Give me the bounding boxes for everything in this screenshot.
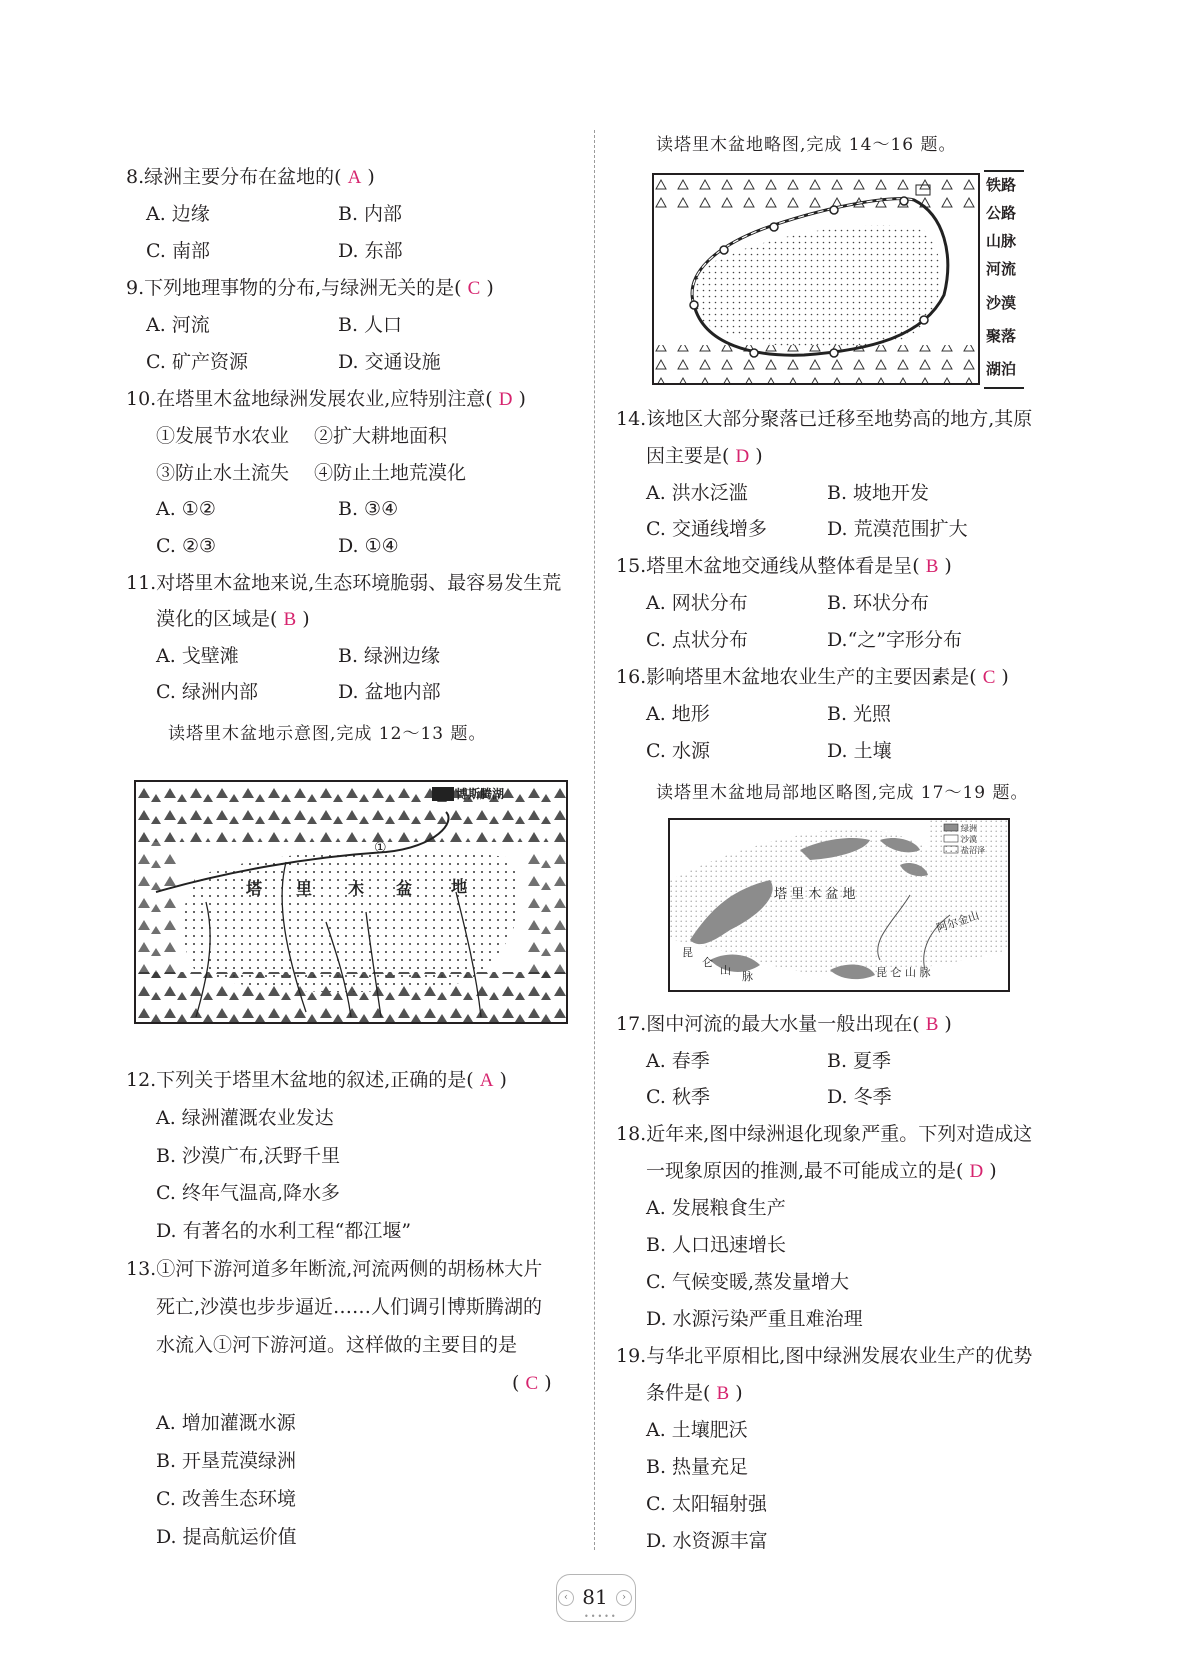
legend-settlement: 聚落 bbox=[986, 327, 1017, 345]
tarim-basin-map-graphic bbox=[136, 782, 566, 1022]
q17-option-d: D. 冬季 bbox=[827, 1086, 892, 1108]
q19-option-c: C. 太阳辐射强 bbox=[646, 1493, 767, 1515]
q8-option-a: A. 边缘 bbox=[146, 203, 210, 225]
q11-option-a: A. 戈壁滩 bbox=[156, 645, 239, 667]
map2-legend bbox=[984, 170, 1024, 389]
q15-option-d: D.“之”字形分布 bbox=[827, 629, 963, 651]
q11-close: ) bbox=[302, 608, 310, 630]
q13-stem-line1: 13.①河下游河道多年断流,河流两侧的胡杨林大片 bbox=[126, 1258, 543, 1280]
q17-option-a: A. 春季 bbox=[646, 1050, 710, 1072]
q10-statement-4: ④防止土地荒漠化 bbox=[314, 462, 467, 484]
map3-legend-salt-marsh: 盐沼泽 bbox=[961, 846, 985, 855]
q18-option-d: D. 水源污染严重且难治理 bbox=[646, 1308, 863, 1330]
q10-close: ) bbox=[518, 388, 526, 410]
q9-stem: 9.下列地理事物的分布,与绿洲无关的是( bbox=[126, 277, 462, 299]
q9-option-c: C. 矿产资源 bbox=[146, 351, 248, 373]
tarim-basin-map bbox=[134, 780, 568, 1024]
q9-option-a: A. 河流 bbox=[146, 314, 210, 336]
q14-option-a: A. 洪水泛滥 bbox=[646, 482, 748, 504]
question-16 bbox=[616, 665, 1009, 690]
q14-close: ) bbox=[755, 445, 763, 467]
q11-stem-line1: 11.对塔里木盆地来说,生态环境脆弱、最容易发生荒 bbox=[126, 572, 562, 594]
q18-answer: D bbox=[969, 1161, 984, 1182]
map3-altun-label: 阿尔金山 bbox=[934, 908, 981, 935]
map3-kunlun-char-1: 昆 bbox=[682, 946, 693, 959]
q16-close: ) bbox=[1001, 666, 1009, 688]
map1-basin-char-3: 木 bbox=[348, 879, 365, 898]
legend-lake: 湖泊 bbox=[986, 360, 1017, 378]
page-number: 81 bbox=[582, 1585, 608, 1609]
q11-option-d: D. 盆地内部 bbox=[338, 681, 441, 703]
legend-river: 河流 bbox=[986, 260, 1017, 278]
q17-option-c: C. 秋季 bbox=[646, 1086, 710, 1108]
q18-stem-line1: 18.近年来,图中绿洲退化现象严重。下列对造成这 bbox=[616, 1123, 1033, 1145]
q13-option-a: A. 增加灌溉水源 bbox=[156, 1412, 296, 1434]
chevron-left-icon: ‹ bbox=[558, 1590, 574, 1606]
question-15 bbox=[616, 554, 952, 579]
q19-stem-line2: 条件是( bbox=[646, 1382, 711, 1404]
q12-option-c: C. 终年气温高,降水多 bbox=[156, 1182, 340, 1204]
question-18 bbox=[646, 1159, 997, 1184]
q16-stem: 16.影响塔里木盆地农业生产的主要因素是( bbox=[616, 666, 977, 688]
question-14 bbox=[646, 444, 763, 469]
q18-option-a: A. 发展粮食生产 bbox=[646, 1197, 786, 1219]
q12-option-d: D. 有著名的水利工程“都江堰” bbox=[156, 1220, 412, 1242]
q9-option-b: B. 人口 bbox=[338, 314, 403, 336]
map1-basin-char-5: 地 bbox=[451, 877, 468, 896]
tarim-oasis-map bbox=[668, 818, 1010, 992]
q18-close: ) bbox=[989, 1160, 997, 1182]
map1-lake-label: 博斯腾湖 bbox=[456, 787, 505, 801]
question-9 bbox=[126, 276, 494, 301]
q10-option-a: A. ①② bbox=[156, 498, 216, 520]
q15-stem: 15.塔里木盆地交通线从整体看是呈( bbox=[616, 555, 920, 577]
map1-basin-char-4: 盆 bbox=[396, 879, 413, 898]
q13-stem-line2: 死亡,沙漠也步步逼近……人们调引博斯腾湖的 bbox=[156, 1296, 543, 1318]
q18-option-b: B. 人口迅速增长 bbox=[646, 1234, 787, 1256]
chevron-right-icon: › bbox=[616, 1590, 632, 1606]
q14-option-d: D. 荒漠范围扩大 bbox=[827, 518, 968, 540]
q11-option-b: B. 绿洲边缘 bbox=[338, 645, 441, 667]
question-11 bbox=[156, 607, 310, 632]
map3-legend-desert: 沙漠 bbox=[961, 835, 977, 844]
tarim-transport-map bbox=[652, 173, 980, 385]
q11-option-c: C. 绿洲内部 bbox=[156, 681, 258, 703]
q10-stem: 10.在塔里木盆地绿洲发展农业,应特别注意( bbox=[126, 388, 493, 410]
q8-stem: 8.绿洲主要分布在盆地的( bbox=[126, 166, 342, 188]
q11-answer: B bbox=[283, 609, 297, 630]
map1-basin-char-1: 塔 bbox=[246, 879, 263, 898]
q16-answer: C bbox=[982, 667, 996, 688]
q10-statement-2: ②扩大耕地面积 bbox=[314, 425, 448, 447]
q17-option-b: B. 夏季 bbox=[827, 1050, 892, 1072]
q14-stem-line2: 因主要是( bbox=[646, 445, 730, 467]
q19-stem-line1: 19.与华北平原相比,图中绿洲发展农业生产的优势 bbox=[616, 1345, 1033, 1367]
q17-stem: 17.图中河流的最大水量一般出现在( bbox=[616, 1013, 920, 1035]
question-12 bbox=[126, 1068, 507, 1093]
q11-stem-line2: 漠化的区域是( bbox=[156, 608, 278, 630]
q18-stem-line2: 一现象原因的推测,最不可能成立的是( bbox=[646, 1160, 964, 1182]
tarim-transport-map-graphic bbox=[654, 175, 978, 383]
legend-desert: 沙漠 bbox=[986, 294, 1017, 312]
q13-option-d: D. 提高航运价值 bbox=[156, 1526, 297, 1548]
q13-stem-line3: 水流入①河下游河道。这样做的主要目的是 bbox=[156, 1334, 518, 1356]
q10-statement-3: ③防止水土流失 bbox=[156, 462, 290, 484]
q15-answer: B bbox=[925, 556, 939, 577]
q14-stem-line1: 14.该地区大部分聚落已迁移至地势高的地方,其原 bbox=[616, 408, 1033, 430]
q10-statement-1: ①发展节水农业 bbox=[156, 425, 290, 447]
q16-option-b: B. 光照 bbox=[827, 703, 892, 725]
question-17 bbox=[616, 1012, 952, 1037]
q17-close: ) bbox=[944, 1013, 952, 1035]
q10-option-c: C. ②③ bbox=[156, 535, 217, 557]
question-8 bbox=[126, 165, 375, 190]
caption-map-14-16: 读塔里木盆地略图,完成 14～16 题。 bbox=[656, 135, 957, 155]
caption-map-17-19: 读塔里木盆地局部地区略图,完成 17～19 题。 bbox=[656, 783, 1029, 803]
map1-river-mark: ① bbox=[374, 840, 387, 856]
q10-answer: D bbox=[498, 389, 513, 410]
q16-option-d: D. 土壤 bbox=[827, 740, 892, 762]
q10-option-d: D. ①④ bbox=[338, 535, 399, 557]
legend-railway: 铁路 bbox=[986, 176, 1017, 194]
q8-close: ) bbox=[367, 166, 375, 188]
q19-option-a: A. 土壤肥沃 bbox=[646, 1419, 748, 1441]
q8-option-d: D. 东部 bbox=[338, 240, 403, 262]
q15-option-a: A. 网状分布 bbox=[646, 592, 748, 614]
map3-basin-label: 塔 里 木 盆 地 bbox=[774, 887, 856, 902]
map3-legend-oasis: 绿洲 bbox=[961, 824, 977, 833]
caption-map-12-13: 读塔里木盆地示意图,完成 12～13 题。 bbox=[168, 724, 487, 744]
q13-open: ( bbox=[512, 1372, 520, 1394]
map3-kunlun-char-2: 仑 bbox=[702, 956, 713, 969]
q12-option-a: A. 绿洲灌溉农业发达 bbox=[156, 1107, 334, 1129]
q14-option-c: C. 交通线增多 bbox=[646, 518, 767, 540]
q12-option-b: B. 沙漠广布,沃野千里 bbox=[156, 1145, 341, 1167]
legend-road: 公路 bbox=[986, 204, 1017, 222]
q9-answer: C bbox=[467, 278, 481, 299]
tarim-oasis-map-graphic bbox=[670, 820, 1008, 990]
q12-answer: A bbox=[479, 1070, 494, 1091]
q9-option-d: D. 交通设施 bbox=[338, 351, 441, 373]
q16-option-c: C. 水源 bbox=[646, 740, 710, 762]
q12-stem: 12.下列关于塔里木盆地的叙述,正确的是( bbox=[126, 1069, 474, 1091]
q15-close: ) bbox=[944, 555, 952, 577]
map3-kunlun-char-3: 山 bbox=[720, 964, 731, 977]
q18-option-c: C. 气候变暖,蒸发量增大 bbox=[646, 1271, 849, 1293]
q9-close: ) bbox=[486, 277, 494, 299]
q13-option-b: B. 开垦荒漠绿洲 bbox=[156, 1450, 297, 1472]
q13-option-c: C. 改善生态环境 bbox=[156, 1488, 296, 1510]
q15-option-c: C. 点状分布 bbox=[646, 629, 748, 651]
q16-option-a: A. 地形 bbox=[646, 703, 710, 725]
q17-answer: B bbox=[925, 1014, 939, 1035]
q15-option-b: B. 环状分布 bbox=[827, 592, 930, 614]
q8-option-b: B. 内部 bbox=[338, 203, 403, 225]
q8-answer: A bbox=[347, 167, 362, 188]
q19-option-b: B. 热量充足 bbox=[646, 1456, 749, 1478]
column-divider bbox=[594, 130, 595, 1550]
q19-close: ) bbox=[735, 1382, 743, 1404]
question-19 bbox=[646, 1381, 743, 1406]
q19-option-d: D. 水资源丰富 bbox=[646, 1530, 768, 1552]
q14-option-b: B. 坡地开发 bbox=[827, 482, 930, 504]
q14-answer: D bbox=[735, 446, 750, 467]
q10-option-b: B. ③④ bbox=[338, 498, 399, 520]
question-10 bbox=[126, 387, 526, 412]
q13-answer: C bbox=[525, 1373, 539, 1394]
map1-basin-char-2: 里 bbox=[296, 879, 313, 898]
q12-close: ) bbox=[499, 1069, 507, 1091]
q13-answer-bracket bbox=[512, 1371, 552, 1396]
q13-close: ) bbox=[544, 1372, 552, 1394]
q19-answer: B bbox=[716, 1383, 730, 1404]
map3-kunlun-label: 昆 仑 山 脉 bbox=[876, 966, 931, 979]
q8-option-c: C. 南部 bbox=[146, 240, 210, 262]
map3-kunlun-char-4: 脉 bbox=[742, 970, 753, 983]
page-number-dots: ••••• bbox=[584, 1612, 618, 1621]
legend-mountain: 山脉 bbox=[986, 232, 1017, 250]
